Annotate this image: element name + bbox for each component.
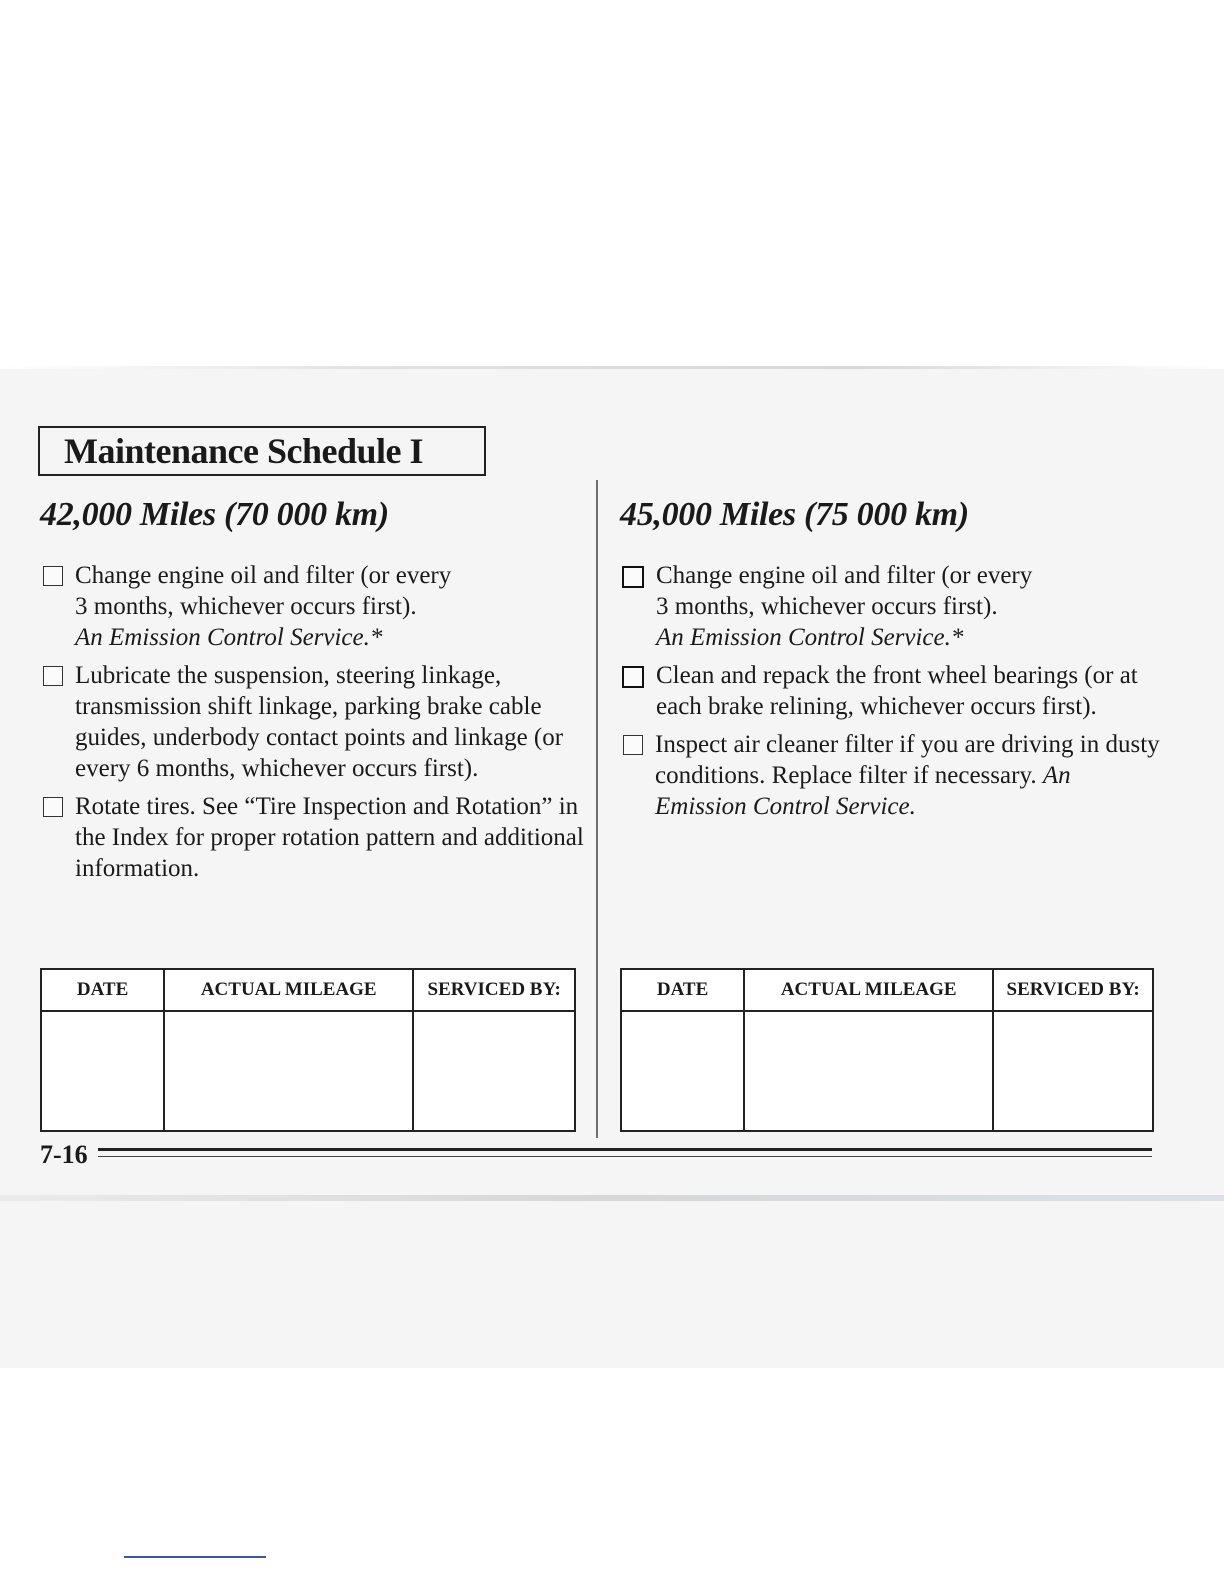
item-text	[656, 560, 1165, 653]
item-line: Change engine oil and filter (or every	[656, 562, 1033, 589]
service-record-table-right	[620, 968, 1154, 1132]
date-cell[interactable]	[41, 1011, 164, 1131]
right-interval-heading: 45,000 Miles (75 000 km)	[620, 496, 969, 533]
item-line: 3 months, whichever occurs first).	[75, 593, 417, 620]
service-record-table-left	[40, 968, 576, 1132]
serviced-by-column-header: SERVICED BY:	[413, 969, 575, 1011]
right-task-list	[620, 560, 1165, 822]
checkbox[interactable]	[43, 666, 63, 686]
table-header-row	[41, 969, 575, 1011]
list-item	[620, 660, 1165, 722]
table-row	[621, 1011, 1153, 1131]
table-row	[41, 1011, 575, 1131]
item-text	[655, 729, 1165, 822]
left-interval-heading: 42,000 Miles (70 000 km)	[40, 496, 389, 533]
serviced-by-column-header: SERVICED BY:	[993, 969, 1153, 1011]
checkbox[interactable]	[623, 735, 643, 755]
checkbox[interactable]	[43, 797, 63, 817]
page-title: Maintenance Schedule I	[38, 426, 486, 476]
serviced-by-cell[interactable]	[993, 1011, 1153, 1131]
list-item	[40, 660, 585, 784]
checkbox[interactable]	[43, 566, 63, 586]
footer-rule	[98, 1148, 1152, 1151]
page-edge-bottom	[0, 1195, 1224, 1201]
date-column-header: DATE	[621, 969, 744, 1011]
left-interval-section	[40, 490, 585, 891]
item-line: Change engine oil and filter (or every	[75, 562, 452, 589]
left-task-list	[40, 560, 585, 884]
mileage-column-header: ACTUAL MILEAGE	[744, 969, 993, 1011]
checkbox[interactable]	[622, 566, 644, 588]
serviced-by-cell[interactable]	[413, 1011, 575, 1131]
page-edge-top	[0, 366, 1224, 369]
mileage-column-header: ACTUAL MILEAGE	[164, 969, 413, 1011]
mileage-cell[interactable]	[164, 1011, 413, 1131]
page-number: 7-16	[40, 1140, 88, 1169]
item-line: 3 months, whichever occurs first).	[656, 593, 998, 620]
list-item	[40, 791, 585, 884]
mileage-cell[interactable]	[744, 1011, 993, 1131]
column-divider	[596, 480, 598, 1138]
item-text: Lubricate the suspension, steering linkage, transmission shift linkage, parking brake cable guides, underbody contact points and linkage (or every 6 months, whichever occurs first).	[75, 662, 564, 782]
emission-note: An Emission Control Service.*	[656, 624, 964, 651]
footer-rule-thin	[98, 1156, 1152, 1157]
date-column-header: DATE	[41, 969, 164, 1011]
checkbox[interactable]	[622, 666, 644, 688]
list-item	[620, 560, 1165, 653]
table-header-row	[621, 969, 1153, 1011]
item-text: Rotate tires. See “Tire Inspection and Rotation” in the Index for proper rotation pattern and additional information.	[75, 793, 584, 882]
item-text	[75, 560, 585, 653]
list-item	[620, 729, 1165, 822]
emission-note: An Emission Control Service.*	[75, 624, 383, 651]
list-item	[40, 560, 585, 653]
right-interval-section	[620, 490, 1165, 829]
footer-link-underline[interactable]	[124, 1556, 266, 1558]
item-text: Clean and repack the front wheel bearings (or at each brake relining, whichever occurs first).	[656, 662, 1138, 720]
emission-note: An Emission Control Service.	[655, 762, 1071, 820]
item-line: Inspect air cleaner filter if you are driving in dusty conditions. Replace filter if necessary.	[655, 731, 1160, 789]
date-cell[interactable]	[621, 1011, 744, 1131]
